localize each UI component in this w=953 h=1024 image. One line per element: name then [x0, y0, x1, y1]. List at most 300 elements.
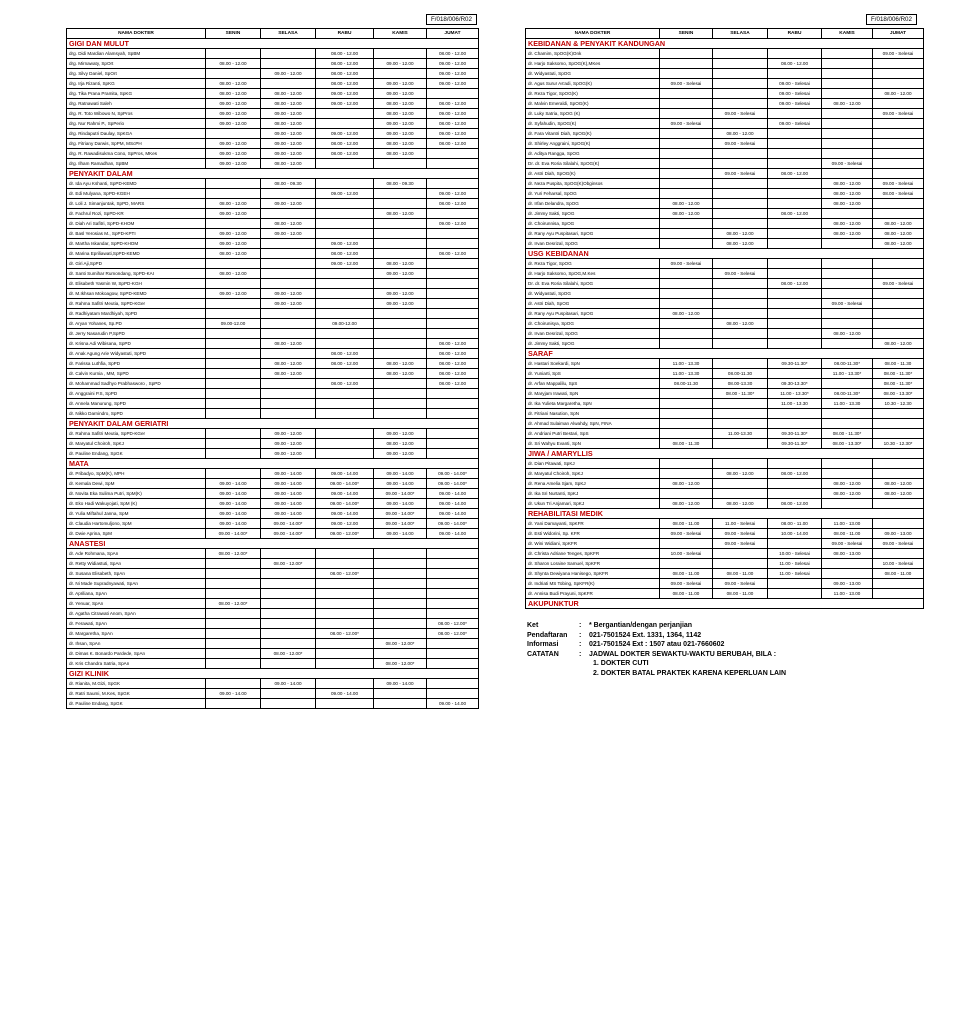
- schedule-cell: [316, 199, 374, 209]
- notes-block: [527, 621, 786, 679]
- schedule-cell: [660, 49, 713, 59]
- schedule-cell: 09.30-11.30*: [768, 359, 822, 369]
- schedule-cell: [427, 319, 479, 329]
- schedule-cell: [660, 139, 713, 149]
- schedule-cell: 09.00 - 14.00*: [374, 489, 427, 499]
- table-row: [67, 259, 479, 269]
- schedule-cell: 08.00 - 12.00: [316, 149, 374, 159]
- table-row: [526, 559, 924, 569]
- schedule-cell: [822, 209, 873, 219]
- schedule-cell: 08.00 - 12.00: [873, 219, 924, 229]
- schedule-cell: 09.00 - 12.00: [206, 139, 261, 149]
- schedule-cell: [261, 49, 316, 59]
- schedule-cell: 09.00 - 14.00: [261, 679, 316, 689]
- schedule-cell: 09.00 - 14.00: [374, 499, 427, 509]
- doctor-name-cell: dr. Ni Made Supradnyawati, SpAn: [67, 579, 206, 589]
- schedule-cell: [316, 159, 374, 169]
- schedule-cell: [261, 189, 316, 199]
- table-row: [67, 689, 479, 699]
- schedule-cell: 09.00 - 12.00: [261, 69, 316, 79]
- doctor-name-cell: dr. Ida Ayu Kshanti, SpPD-KEMD: [67, 179, 206, 189]
- schedule-cell: 09.30-13.30*: [768, 379, 822, 389]
- schedule-cell: [822, 129, 873, 139]
- schedule-cell: [713, 219, 768, 229]
- schedule-cell: 09.00 - Selesai: [660, 529, 713, 539]
- schedule-cell: 11.00 - 13.30: [822, 399, 873, 409]
- schedule-cell: 09.00 - 12.00: [206, 159, 261, 169]
- doctor-name-cell: dr. Ahmad Sulaiman Alwahdy, SpN, FINA: [526, 419, 660, 429]
- table-row: [526, 109, 924, 119]
- table-row: [67, 579, 479, 589]
- table-row: [526, 49, 924, 59]
- doctor-name-cell: dr. Ika Yulieta Margaretha, SpN: [526, 399, 660, 409]
- doctor-name-cell: dr. Shirley Anggraini, SpOG(K): [526, 139, 660, 149]
- schedule-cell: [660, 409, 713, 419]
- schedule-cell: [374, 329, 427, 339]
- schedule-cell: 08.00 - 12.00: [427, 379, 479, 389]
- schedule-cell: [873, 589, 924, 599]
- schedule-cell: [873, 119, 924, 129]
- schedule-cell: 08.00 - 11.00: [660, 569, 713, 579]
- doctor-name-cell: dr. Reza Tigor, SpOG: [526, 259, 660, 269]
- schedule-cell: [427, 449, 479, 459]
- doctor-name-cell: dr. Harjo Saksomo, SpOG(K),MKes: [526, 59, 660, 69]
- section-title: KEBIDANAN & PENYAKIT KANDUNGAN: [526, 39, 924, 49]
- table-row: [67, 449, 479, 459]
- schedule-cell: [261, 309, 316, 319]
- doctor-name-cell: Dr. dr. Eva Roria Silalahi, SpOG(K): [526, 159, 660, 169]
- table-row: [67, 659, 479, 669]
- schedule-cell: [873, 469, 924, 479]
- table-row: [526, 159, 924, 169]
- schedule-cell: [374, 199, 427, 209]
- schedule-cell: [316, 679, 374, 689]
- schedule-cell: 08.00 - 12.00: [374, 149, 427, 159]
- section-title: GIZI KLINIK: [67, 669, 479, 679]
- schedule-cell: 08.00 - 12.00*: [316, 629, 374, 639]
- schedule-cell: 09.00 - 14.00: [427, 529, 479, 539]
- schedule-cell: 11.00 - 13.00: [822, 519, 873, 529]
- doctor-name-cell: dr. Choirunnisa, SpOG: [526, 219, 660, 229]
- note-ket: [527, 621, 786, 631]
- doctor-name-cell: dr. Andriani Putri Bestari, SpS: [526, 429, 660, 439]
- schedule-cell: 08.00 - 12.00: [427, 249, 479, 259]
- schedule-cell: 08.00 - 12.00: [713, 319, 768, 329]
- schedule-cell: [427, 209, 479, 219]
- schedule-cell: 08.00 - 12.00: [316, 349, 374, 359]
- note-value: JADWAL DOKTER SEWAKTU-WAKTU BERUBAH, BILA :: [589, 650, 777, 658]
- doctor-name-cell: drg. Didi Mardian Alamsyah, SpBM: [67, 49, 206, 59]
- schedule-cell: [261, 269, 316, 279]
- schedule-cell: 08.00 - 12.00: [261, 369, 316, 379]
- schedule-cell: [261, 599, 316, 609]
- schedule-cell: 09.00 - 14.00: [427, 489, 479, 499]
- doctor-name-cell: dr. Ukun Tri Anjamari, SpKJ: [526, 499, 660, 509]
- schedule-cell: [206, 439, 261, 449]
- schedule-cell: [427, 599, 479, 609]
- table-row: [526, 119, 924, 129]
- schedule-cell: 08.00 - 12.00*: [261, 559, 316, 569]
- schedule-cell: [713, 79, 768, 89]
- schedule-cell: 09.00 - Selesai: [822, 159, 873, 169]
- schedule-cell: [768, 199, 822, 209]
- table-row: [67, 439, 479, 449]
- doctor-name-cell: dr. Sharon Loraine Samuel, SpKFR: [526, 559, 660, 569]
- doctor-name-cell: dr. Loli J. Simanjuntak, SpPD, MARS: [67, 199, 206, 209]
- schedule-cell: 09.00 - 14.00: [316, 489, 374, 499]
- schedule-cell: [261, 399, 316, 409]
- table-row: [526, 259, 924, 269]
- table-row: [67, 569, 479, 579]
- schedule-cell: 09.00 - 14.00: [206, 509, 261, 519]
- schedule-cell: 09.00 - 14.00*: [206, 529, 261, 539]
- schedule-cell: [316, 119, 374, 129]
- schedule-cell: 08.00 - 12.00: [822, 219, 873, 229]
- schedule-cell: 08.00 - Selesai: [873, 189, 924, 199]
- schedule-cell: [316, 309, 374, 319]
- schedule-cell: [822, 339, 873, 349]
- schedule-cell: [660, 539, 713, 549]
- doctor-name-cell: dr. Rianita, M.Gizi, SpGK: [67, 679, 206, 689]
- doctor-name-cell: dr. Yulia Miftahul Janna, SpM: [67, 509, 206, 519]
- schedule-cell: 08.00 - 12.00*: [427, 629, 479, 639]
- schedule-cell: [660, 59, 713, 69]
- schedule-cell: [768, 369, 822, 379]
- schedule-cell: 08.00 - 12.00: [316, 139, 374, 149]
- schedule-cell: [873, 409, 924, 419]
- table-row: [67, 559, 479, 569]
- table-row: [526, 229, 924, 239]
- schedule-cell: [316, 399, 374, 409]
- schedule-cell: [660, 269, 713, 279]
- schedule-cell: 08.00 - 11.00: [713, 589, 768, 599]
- doctor-name-cell: dr. Jimmy Sakti, SpOG: [526, 209, 660, 219]
- schedule-cell: [768, 229, 822, 239]
- schedule-cell: 08.00 - 12.00: [261, 89, 316, 99]
- doctor-name-cell: dr. Apriliana, SpAn: [67, 589, 206, 599]
- schedule-cell: 08.00 - 11.00: [822, 529, 873, 539]
- schedule-cell: [660, 99, 713, 109]
- schedule-cell: [822, 469, 873, 479]
- schedule-cell: [316, 219, 374, 229]
- schedule-cell: [768, 339, 822, 349]
- schedule-cell: [206, 309, 261, 319]
- doctor-name-cell: drg. Fitriany Darwis, SpPM, MScPH: [67, 139, 206, 149]
- schedule-cell: 09.00 - 13.00: [822, 579, 873, 589]
- schedule-cell: 08.00-11.30: [713, 369, 768, 379]
- schedule-cell: [316, 329, 374, 339]
- schedule-cell: [374, 379, 427, 389]
- schedule-cell: [427, 579, 479, 589]
- schedule-cell: 10.30 - 12.30*: [873, 439, 924, 449]
- schedule-cell: 09.00 - 12.00: [374, 89, 427, 99]
- schedule-cell: [316, 449, 374, 459]
- schedule-cell: 09.00 - 14.00: [316, 469, 374, 479]
- doctor-name-cell: dr. Kemala Dewi, SpM: [67, 479, 206, 489]
- schedule-cell: 09.00 - Selesai: [873, 539, 924, 549]
- schedule-cell: 08.00 - 12.00: [316, 249, 374, 259]
- schedule-cell: 09.00 - 12.00: [261, 129, 316, 139]
- doctor-name-cell: dr. Pauline Endang, SpGK: [67, 449, 206, 459]
- doctor-name-cell: dr. Astri Diah, SpOG(K): [526, 169, 660, 179]
- doctor-name-cell: dr. Wini Widiani, SpKFR: [526, 539, 660, 549]
- schedule-cell: [427, 689, 479, 699]
- schedule-cell: 08.00 - 11.30*: [713, 389, 768, 399]
- schedule-cell: 09.00 - 12.00: [206, 239, 261, 249]
- doctor-name-cell: dr. Aryan Yohanes, Sp.PD: [67, 319, 206, 329]
- doctor-name-cell: dr. Fitriani Nasution, SpN: [526, 409, 660, 419]
- doctor-name-cell: dr. Margaretha, SpAn: [67, 629, 206, 639]
- schedule-cell: [660, 169, 713, 179]
- note-label: Informasi: [527, 641, 559, 649]
- schedule-cell: 08.00 - 11.00: [873, 569, 924, 579]
- table-row: [67, 489, 479, 499]
- schedule-cell: [316, 589, 374, 599]
- doctor-name-cell: dr. Reza Tigor, SpOG(K): [526, 89, 660, 99]
- table-row: [526, 389, 924, 399]
- schedule-cell: [374, 409, 427, 419]
- schedule-cell: [768, 149, 822, 159]
- note-informasi: [527, 640, 786, 650]
- schedule-cell: [427, 389, 479, 399]
- schedule-cell: [768, 289, 822, 299]
- schedule-cell: 08.00 - 13.30*: [873, 389, 924, 399]
- table-row: [67, 509, 479, 519]
- schedule-cell: [768, 269, 822, 279]
- schedule-cell: [206, 679, 261, 689]
- schedule-cell: [427, 649, 479, 659]
- schedule-cell: 09.00 - Selesai: [873, 179, 924, 189]
- schedule-cell: 08.00 - 12.00: [261, 219, 316, 229]
- schedule-cell: [822, 49, 873, 59]
- schedule-cell: [374, 619, 427, 629]
- doctor-name-cell: dr. Jimmy Sakti, SpOG: [526, 339, 660, 349]
- schedule-cell: [660, 319, 713, 329]
- schedule-cell: [713, 299, 768, 309]
- column-header-day: SELASA: [713, 29, 768, 39]
- doctor-name-cell: Dr. dr. Eva Roria Silalahi, SpOG: [526, 279, 660, 289]
- schedule-cell: [713, 189, 768, 199]
- schedule-cell: [316, 339, 374, 349]
- schedule-cell: 09.00 - 14.00*: [427, 469, 479, 479]
- table-row: [67, 389, 479, 399]
- schedule-cell: [316, 609, 374, 619]
- doctor-name-cell: dr. Malvin Emeraldi, SpOG(K): [526, 99, 660, 109]
- schedule-cell: 08.00 - 12.00: [873, 239, 924, 249]
- schedule-cell: [316, 269, 374, 279]
- schedule-cell: 08.00 - 12.00: [206, 199, 261, 209]
- schedule-cell: [261, 409, 316, 419]
- schedule-cell: [374, 629, 427, 639]
- doctor-name-cell: drg. R. Rawadisukma Cono, SpPros, MKes: [67, 149, 206, 159]
- schedule-cell: [873, 259, 924, 269]
- schedule-cell: 10.00 - Selesai: [660, 549, 713, 559]
- schedule-cell: [822, 459, 873, 469]
- doctor-name-cell: dr. Fachrul Rozi, SpPD-KR: [67, 209, 206, 219]
- doctor-name-cell: dr. Ihsan, SpAn: [67, 639, 206, 649]
- schedule-cell: [713, 399, 768, 409]
- schedule-cell: [427, 639, 479, 649]
- note-value: * Bergantian/dengan perjanjian: [589, 622, 693, 629]
- schedule-cell: 09.00 - 14.00*: [261, 519, 316, 529]
- table-row: [67, 609, 479, 619]
- schedule-cell: 08.00 - 12.00: [427, 369, 479, 379]
- doctor-name-cell: dr. Neza Puspita, SpOG(K)Obginsos: [526, 179, 660, 189]
- schedule-cell: [206, 449, 261, 459]
- note-value: 021-7501524 Ext : 1507 atau 021-7660602: [589, 641, 725, 649]
- table-row: [67, 479, 479, 489]
- schedule-cell: 08.00 - 12.00: [713, 129, 768, 139]
- doctor-name-cell: drg. Silvy Daniel, SpOrt: [67, 69, 206, 79]
- schedule-cell: 08.00 - 12.00: [822, 329, 873, 339]
- doctor-name-cell: dr. Ratri Saumi, M.Kes, SpGK: [67, 689, 206, 699]
- doctor-name-cell: dr. Edi Mulyana, SpPD-KGEH: [67, 189, 206, 199]
- schedule-cell: [261, 639, 316, 649]
- schedule-cell: 08.00 - 12.00: [822, 479, 873, 489]
- schedule-cell: 09.00 - Selesai: [822, 539, 873, 549]
- schedule-cell: 08.00 - 12.00: [206, 79, 261, 89]
- schedule-cell: [713, 279, 768, 289]
- schedule-cell: [713, 339, 768, 349]
- schedule-cell: 08.00 - 09.30: [261, 179, 316, 189]
- schedule-cell: 08.00 - 12.00: [261, 99, 316, 109]
- schedule-cell: [713, 409, 768, 419]
- doctor-name-cell: dr. Rany Ayu Puspitasari, SpOG: [526, 309, 660, 319]
- schedule-cell: 08.00 - 12.00: [822, 189, 873, 199]
- schedule-cell: [713, 119, 768, 129]
- schedule-cell: 09.00 - 14.00: [261, 509, 316, 519]
- schedule-cell: 09.00 - 12.00: [261, 139, 316, 149]
- schedule-cell: [660, 239, 713, 249]
- schedule-cell: [660, 229, 713, 239]
- table-row: [526, 359, 924, 369]
- schedule-cell: 09.00 - Selesai: [713, 539, 768, 549]
- section-title: AKUPUNKTUR: [526, 599, 924, 609]
- table-row: [526, 369, 924, 379]
- schedule-cell: [316, 109, 374, 119]
- schedule-cell: 08.00 - 12.00: [873, 479, 924, 489]
- schedule-cell: 08.00 - 11.00: [768, 519, 822, 529]
- schedule-cell: 08.00 - 11.30: [660, 439, 713, 449]
- schedule-cell: 08.00 - 09.30: [374, 179, 427, 189]
- schedule-cell: [316, 289, 374, 299]
- schedule-cell: 08.00 - 12.00: [768, 499, 822, 509]
- table-row: [67, 359, 479, 369]
- schedule-cell: [873, 289, 924, 299]
- schedule-cell: 08.00 - 12.00: [427, 49, 479, 59]
- schedule-cell: [873, 519, 924, 529]
- schedule-cell: [873, 79, 924, 89]
- doctor-name-cell: dr. Farissa Luthfia, SpPD: [67, 359, 206, 369]
- schedule-cell: 09.00 - 12.00: [316, 259, 374, 269]
- table-row: [526, 99, 924, 109]
- doctor-name-cell: dr. Claudia Hartomuljono, SpM: [67, 519, 206, 529]
- table-row: [526, 89, 924, 99]
- schedule-cell: [768, 409, 822, 419]
- schedule-cell: [374, 309, 427, 319]
- schedule-cell: [660, 419, 713, 429]
- schedule-cell: [873, 299, 924, 309]
- schedule-cell: [660, 289, 713, 299]
- schedule-cell: [206, 349, 261, 359]
- table-row: [526, 419, 924, 429]
- schedule-cell: [427, 609, 479, 619]
- schedule-cell: [427, 159, 479, 169]
- schedule-cell: [316, 579, 374, 589]
- table-row: [526, 489, 924, 499]
- schedule-cell: 09.00 - 12.00: [374, 129, 427, 139]
- schedule-cell: [822, 499, 873, 509]
- doctor-name-cell: dr. Yuniarti, SpS: [526, 369, 660, 379]
- schedule-cell: [206, 379, 261, 389]
- schedule-cell: [261, 59, 316, 69]
- schedule-cell: 09.00 - 12.00: [374, 449, 427, 459]
- schedule-cell: 09.00 - 12.00: [316, 519, 374, 529]
- note-value: 021-7501524 Ext. 1331, 1364, 1142: [589, 631, 702, 639]
- schedule-cell: 08.00-11.30*: [822, 389, 873, 399]
- schedule-cell: [206, 579, 261, 589]
- schedule-cell: [427, 589, 479, 599]
- schedule-cell: 10.00 - Selesai: [768, 549, 822, 559]
- schedule-cell: 09.00 - Selesai: [873, 49, 924, 59]
- schedule-cell: [374, 49, 427, 59]
- schedule-cell: [427, 439, 479, 449]
- schedule-cell: 11.00 - 13.30: [660, 369, 713, 379]
- schedule-cell: [316, 389, 374, 399]
- schedule-cell: 08.00 - 12.00: [374, 369, 427, 379]
- schedule-cell: [768, 259, 822, 269]
- schedule-cell: [316, 599, 374, 609]
- schedule-cell: [660, 129, 713, 139]
- schedule-cell: [427, 259, 479, 269]
- table-header-row: [526, 29, 924, 39]
- schedule-cell: [261, 699, 316, 709]
- schedule-cell: 09.00 - 12.00: [374, 269, 427, 279]
- schedule-cell: [822, 139, 873, 149]
- schedule-cell: 08.00 - 12.00: [206, 269, 261, 279]
- schedule-cell: [660, 489, 713, 499]
- table-row: [67, 59, 479, 69]
- schedule-cell: 09.00 - 12.00: [427, 109, 479, 119]
- doctor-name-cell: dr. Maryjam Irawati, SpN: [526, 389, 660, 399]
- table-row: [526, 239, 924, 249]
- table-row: [526, 429, 924, 439]
- table-row: [67, 219, 479, 229]
- schedule-cell: [713, 329, 768, 339]
- schedule-cell: [261, 609, 316, 619]
- schedule-cell: [206, 339, 261, 349]
- column-header-day: KAMIS: [822, 29, 873, 39]
- schedule-cell: 08.00 - 12.00: [873, 339, 924, 349]
- schedule-cell: 08.00 - 12.00: [374, 439, 427, 449]
- doctor-name-cell: dr. Maryatul Choiroh, SpKJ: [526, 469, 660, 479]
- schedule-cell: [374, 649, 427, 659]
- schedule-cell: [206, 259, 261, 269]
- schedule-cell: [206, 659, 261, 669]
- schedule-cell: [660, 299, 713, 309]
- schedule-cell: 08.00 - 12.00: [768, 279, 822, 289]
- schedule-cell: [713, 559, 768, 569]
- note-label: Pendaftaran: [527, 631, 568, 639]
- schedule-cell: 09.00 - Selesai: [873, 279, 924, 289]
- schedule-cell: [768, 159, 822, 169]
- schedule-cell: [374, 69, 427, 79]
- schedule-cell: [768, 459, 822, 469]
- doctor-name-cell: dr. Nikko Darnindro, SpPD: [67, 409, 206, 419]
- table-row: [67, 649, 479, 659]
- note-separator: :: [579, 641, 582, 649]
- doctor-name-cell: dr. Irvan Desrizal, SpOG: [526, 329, 660, 339]
